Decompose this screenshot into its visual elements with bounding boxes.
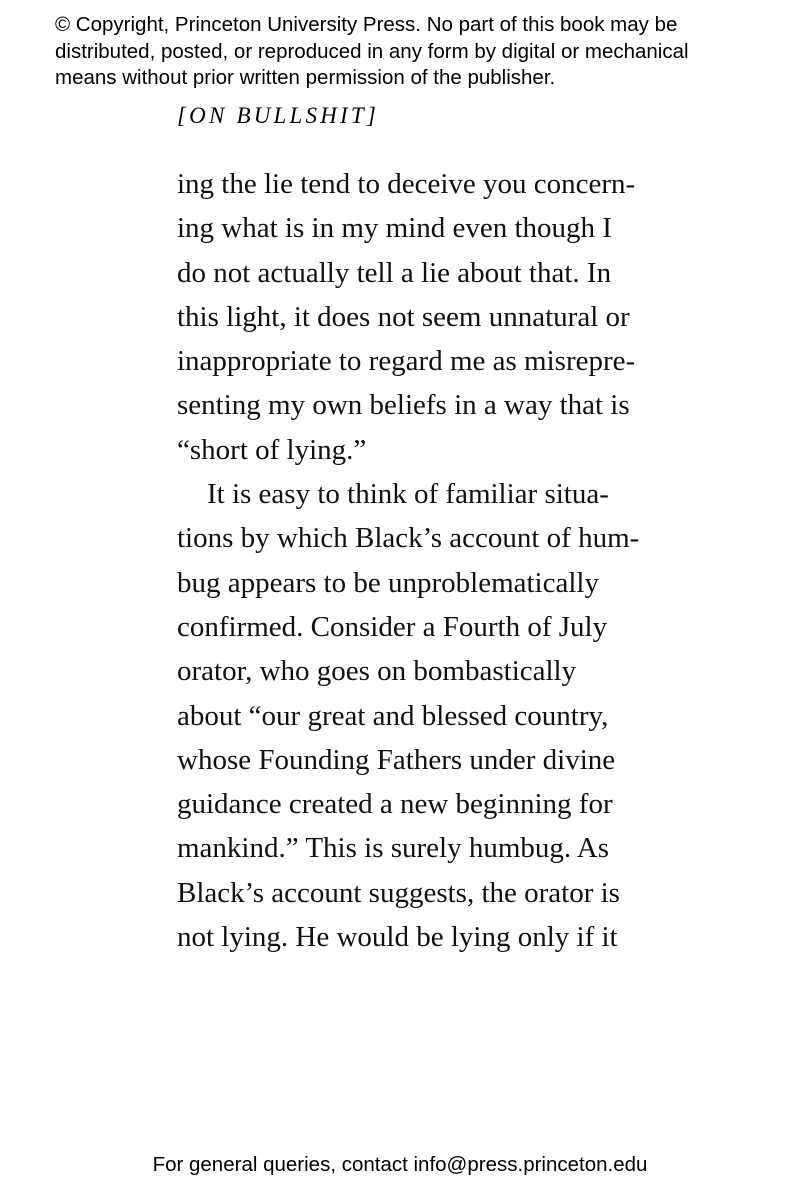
text-line: bug appears to be unproblematically [177, 566, 599, 599]
text-line: confirmed. Consider a Fourth of July [177, 610, 608, 643]
copyright-notice [55, 12, 775, 92]
text-line: “short of lying.” [177, 433, 367, 466]
text-line: tions by which Black’s account of hum- [177, 522, 640, 555]
text-line: Black’s account suggests, the orator is [177, 876, 620, 909]
text-line: do not actually tell a lie about that. In [177, 256, 612, 289]
copyright-line: © Copyright, Princeton University Press. No part of this book may be [55, 13, 678, 36]
text-line: mankind.” This is surely humbug. As [177, 832, 610, 865]
paragraph-start-line: It is easy to think of familiar situa- [207, 478, 609, 511]
text-line: ing the lie tend to deceive you concern- [177, 168, 636, 200]
running-head: [ON BULLSHIT] [177, 103, 380, 128]
copyright-line: means without prior written permission of the publisher. [55, 66, 556, 89]
text-line: ing what is in my mind even though I [177, 212, 612, 245]
text-line: whose Founding Fathers under divine [177, 743, 616, 776]
text-line: this light, it does not seem unnatural or [177, 300, 630, 333]
text-line: orator, who goes on bombastically [177, 655, 577, 688]
text-line: inappropriate to regard me as misrepre- [177, 345, 636, 378]
footer-contact-note: For general queries, contact info@press.princeton.edu [152, 1153, 648, 1176]
text-line: senting my own beliefs in a way that is [177, 389, 630, 422]
page-body-text [177, 162, 697, 959]
text-line: guidance created a new beginning for [177, 788, 613, 821]
text-line: about “our great and blessed country, [177, 699, 609, 732]
copyright-line: distributed, posted, or reproduced in any form by digital or mechanical [55, 39, 689, 63]
text-line: not lying. He would be lying only if it [177, 921, 618, 954]
